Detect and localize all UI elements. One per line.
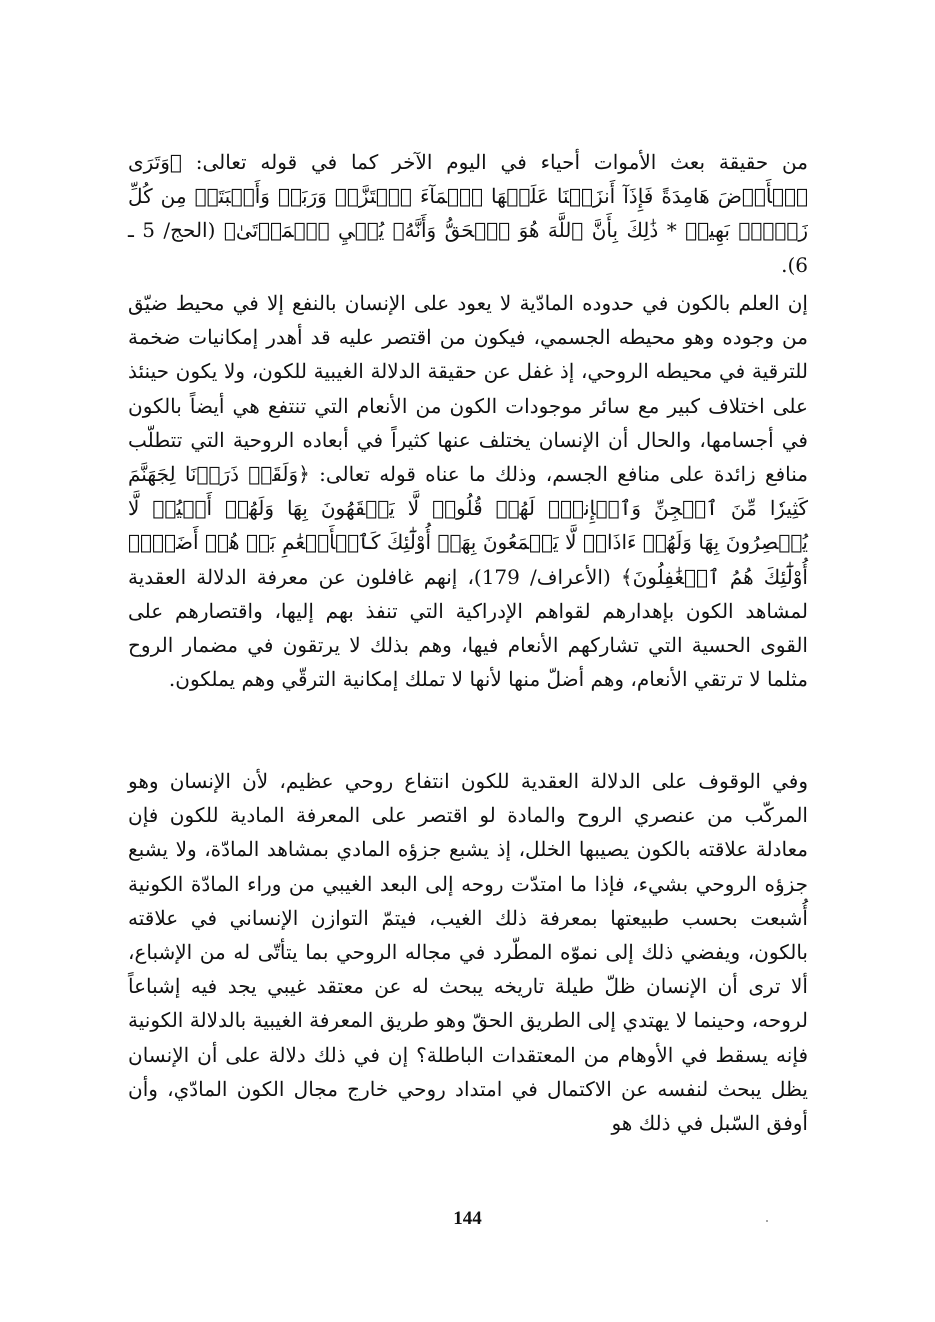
paragraph-1: من حقيقة بعث الأموات أحياء في اليوم الآخر كما في قوله تعالى: ﴿وَتَرَى ٱلۡأَرۡضَ هَامِدَةً فَإِذَآ أَنزَلۡنَا عَلَيۡهَا ٱلۡمَآءَ ٱهۡتَزَّتۡ وَرَبَتۡ وَأَنۢبَتَتۡ مِن كُلِّ زَوۡجِۭ بَهِيجٖ * ذَٰلِكَ بِأَنَّ ٱللَّهَ هُوَ ٱلۡحَقُّ وَأَنَّهُۥ يُحۡيِ ٱلۡمَوۡتَىٰ﴾ (الحج/ 5 ـ 6).	[128, 150, 809, 277]
paragraph-3: وفي الوقوف على الدلالة العقدية للكون انتفاع روحي عظيم، لأن الإنسان وهو المركّب من عنصري الروح والمادة لو اقتصر على المعرفة المادية للكون فإن معادلة علاقته بالكون يصيبها الخلل، إذ يشبع جزؤه المادي بمشاهد المادّة، ولا يشبع جزؤه الروحي بشيء، فإذا ما امتدّت روحه إلى البعد الغيبي من وراء المادّة الكونية أُشبعت بحسب طبيعتها بمعرفة ذلك الغيب، فيتمّ التوازن الإنساني في علاقته بالكون، ويفضي ذلك إلى نموّه المطّرد في مجاله الروحي بما يتأتّى له من الإشباع، ألا ترى أن الإنسان ظلّ طيلة تاريخه يبحث له عن معتقد غيبي يجد فيه إشباعاً لروحه، وحينما لا يهتدي إلى الطريق الحقّ وهو طريق المعرفة الغيبية بالدلالة الكونية فإنه يسقط في الأوهام من المعتقدات الباطلة؟ إن في ذلك دلالة على أن الإنسان يظل يبحث لنفسه عن الاكتمال في امتداد روحي خارج مجال الكون المادّي، وأن أوفق السّبل في ذلك هو	[128, 769, 808, 1136]
scan-speck	[766, 1220, 768, 1222]
paragraph-2: إن العلم بالكون في حدوده المادّية لا يعود على الإنسان بالنفع إلا في محيط ضيّق من وجوده وهو محيطه الجسمي، فيكون من اقتصر عليه قد أهدر إمكانيات ضخمة للترقية في محيطه الروحي، إذ غفل عن حقيقة الدلالة الغيبية للكون، ولا يكون حينئذ على اختلاف كبير مع سائر موجودات الكون من الأنعام التي تنتفع هي أيضاً بالكون في أجسامها، والحال أن الإنسان يختلف عنها كثيراً في أبعاده الروحية التي تتطلّب منافع زائدة على منافع الجسم، وذلك ما عناه قوله تعالى: ﴿وَلَقَدۡ ذَرَأۡنَا لِجَهَنَّمَ كَثِيرٗا مِّنَ ٱلۡجِنِّ وَٱلۡإِنسِۖ لَهُمۡ قُلُوبٞ لَّا يَفۡقَهُونَ بِهَا وَلَهُمۡ أَعۡيُنٞ لَّا يُبۡصِرُونَ بِهَا وَلَهُمۡ ءَاذَانٞ لَّا يَسۡمَعُونَ بِهَآۚ أُوْلَٰٓئِكَ كَٱلۡأَنۡعَٰمِ بَلۡ هُمۡ أَضَلُّۚ أُوْلَٰٓئِكَ هُمُ ٱلۡغَٰفِلُونَ﴾ (الأعراف/ 179)، إنهم غافلون عن معرفة الدلالة العقدية لمشاهد الكون بإهدارهم لقواهم الإدراكية التي تنفذ بهم إليها، واقتصارهم على القوى الحسية التي تشاركهم الأنعام فيها، وهم بذلك لا يرتقون في مضمار الروح مثلما لا ترتقي الأنعام، وهم أضلّ منها لأنها لا تملك إمكانية الترقّي وهم يملكون.	[128, 291, 808, 692]
page-number: 144	[453, 1208, 482, 1229]
